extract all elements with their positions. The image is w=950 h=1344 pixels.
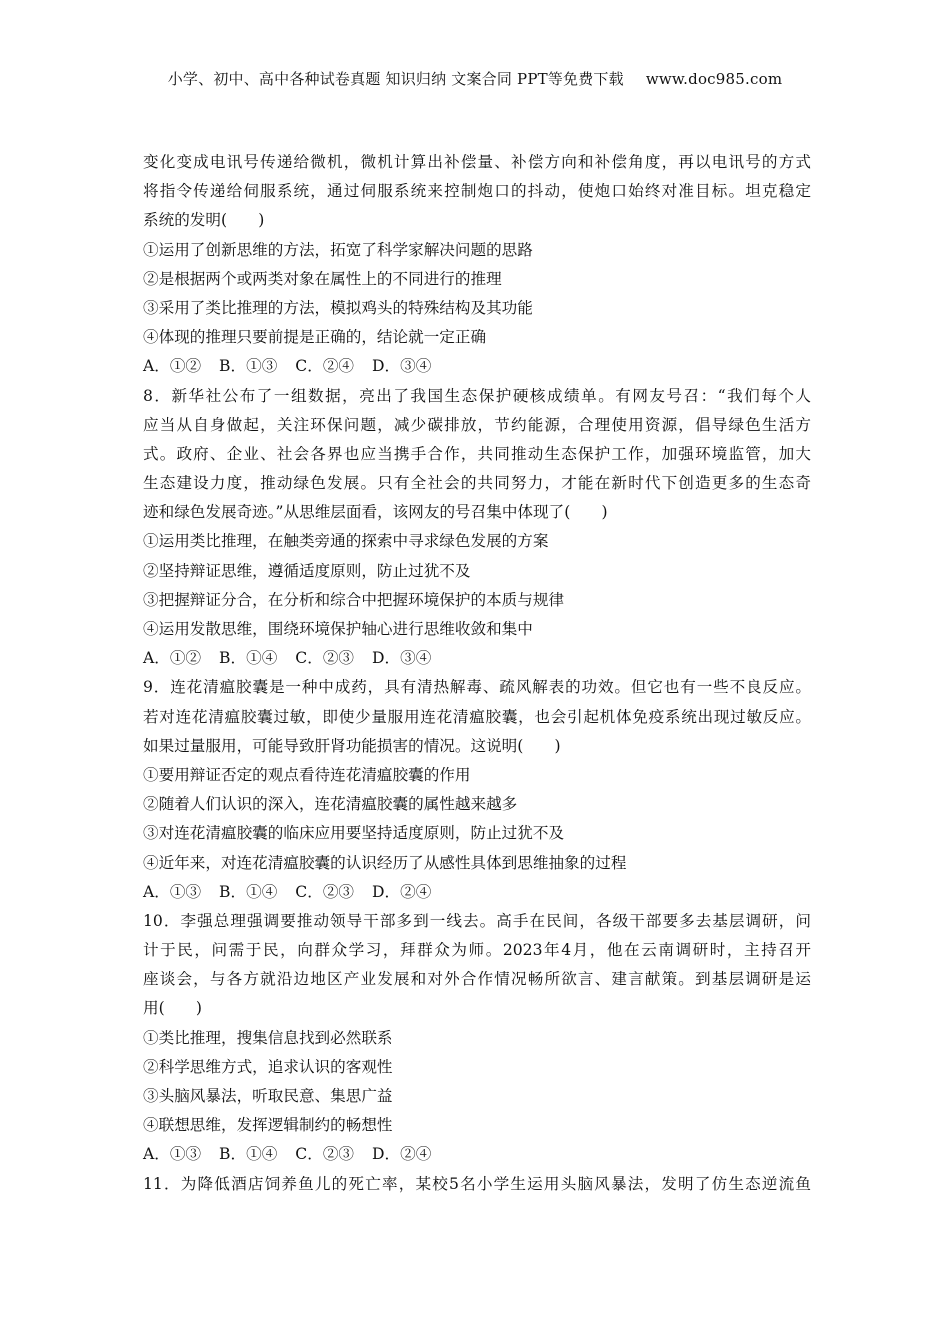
q8-option-d: D．③④ bbox=[372, 649, 432, 668]
question-10 bbox=[143, 907, 811, 1170]
q7-item-4: ④体现的推理只要前提是正确的，结论就一定正确 bbox=[143, 328, 487, 347]
q9-line-3: 如果过量服用，可能导致肝肾功能损害的情况。这说明( ) bbox=[143, 736, 561, 755]
q8-option-b: B．①④ bbox=[219, 649, 278, 668]
q10-line-3: 座谈会，与各方就沿边地区产业发展和对外合作情况畅所欲言、建言献策。到基层调研是运 bbox=[143, 970, 811, 989]
q10-line-4: 用( ) bbox=[143, 999, 202, 1018]
q7-line-1: 变化变成电讯号传递给微机，微机计算出补偿量、补偿方向和补偿角度，再以电讯号的方式 bbox=[143, 153, 811, 171]
q9-item-3: ③对连花清瘟胶囊的临床应用要坚持适度原则，防止过犹不及 bbox=[143, 824, 565, 843]
q10-options bbox=[143, 1140, 811, 1169]
q10-line-2: 计于民，问需于民，向群众学习，拜群众为师。2023年4月，他在云南调研时，主持召开 bbox=[143, 941, 811, 960]
question-7 bbox=[143, 148, 811, 382]
q10-item-2: ②科学思维方式，追求认识的客观性 bbox=[143, 1057, 393, 1076]
q8-item-3: ③把握辩证分合，在分析和综合中把握环境保护的本质与规律 bbox=[143, 590, 565, 609]
header-text: 小学、初中、高中各种试卷真题 知识归纳 文案合同 PPT等免费下载 bbox=[167, 70, 624, 88]
q8-option-c: C．②③ bbox=[295, 649, 355, 668]
q7-option-b: B．①③ bbox=[219, 357, 278, 376]
q9-line-2: 若对连花清瘟胶囊过敏，即使少量服用连花清瘟胶囊，也会引起机体免疫系统出现过敏反应。 bbox=[143, 707, 811, 726]
q9-option-b: B．①④ bbox=[219, 882, 278, 901]
q10-item-3: ③头脑风暴法，听取民意、集思广益 bbox=[143, 1087, 393, 1105]
q8-item-2: ②坚持辩证思维，遵循适度原则，防止过犹不及 bbox=[143, 561, 471, 580]
q8-item-4: ④运用发散思维，围绕环境保护轴心进行思维收敛和集中 bbox=[143, 620, 533, 638]
q7-option-c: C．②④ bbox=[295, 357, 355, 376]
q11-line-1: 11．为降低酒店饲养鱼儿的死亡率，某校5名小学生运用头脑风暴法，发明了仿生态逆流鱼 bbox=[143, 1174, 811, 1193]
q10-item-1: ①类比推理，搜集信息找到必然联系 bbox=[143, 1028, 393, 1047]
q10-option-a: A．①③ bbox=[143, 1145, 202, 1164]
q9-item-4: ④近年来，对连花清瘟胶囊的认识经历了从感性具体到思维抽象的过程 bbox=[143, 853, 627, 872]
q7-option-a: A．①② bbox=[143, 357, 202, 376]
q8-options bbox=[143, 644, 811, 673]
page-header bbox=[0, 68, 950, 89]
q8-line-4: 生态建设力度，推动绿色发展。只有全社会的共同努力，才能在新时代下创造更多的生态奇 bbox=[143, 474, 811, 493]
q7-line-3: 系统的发明( ) bbox=[143, 211, 265, 230]
q8-line-2: 应当从自身做起，关注环保问题，减少碳排放，节约能源，合理使用资源，倡导绿色生活方 bbox=[143, 415, 811, 434]
q9-line-1: 9．连花清瘟胶囊是一种中成药，具有清热解毒、疏风解表的功效。但它也有一些不良反应。 bbox=[143, 678, 811, 697]
q9-option-d: D．②④ bbox=[372, 882, 432, 901]
q8-line-5: 迹和绿色发展奇迹。”从思维层面看，该网友的号召集中体现了( ) bbox=[143, 503, 608, 522]
q10-item-4: ④联想思维，发挥逻辑制约的畅想性 bbox=[143, 1116, 393, 1135]
q7-option-d: D．③④ bbox=[372, 357, 432, 376]
q9-options bbox=[143, 878, 811, 907]
q8-line-3: 式。政府、企业、社会各界也应当携手合作，共同推动生态保护工作，加强环境监管，加大 bbox=[143, 444, 811, 463]
q7-item-2: ②是根据两个或两类对象在属性上的不同进行的推理 bbox=[143, 269, 502, 288]
q8-option-a: A．①② bbox=[143, 649, 202, 668]
q9-item-1: ①要用辩证否定的观点看待连花清瘟胶囊的作用 bbox=[143, 765, 471, 784]
q8-item-1: ①运用类比推理，在触类旁通的探索中寻求绿色发展的方案 bbox=[143, 532, 549, 551]
header-site: www.doc985.com bbox=[645, 70, 783, 88]
q10-option-c: C．②③ bbox=[295, 1145, 355, 1164]
q7-options bbox=[143, 352, 811, 381]
q8-line-1: 8．新华社公布了一组数据，亮出了我国生态保护硬核成绩单。有网友号召：“我们每个人 bbox=[143, 386, 811, 405]
document-body bbox=[143, 148, 811, 1199]
question-8 bbox=[143, 382, 811, 674]
question-11 bbox=[143, 1170, 811, 1199]
q10-option-d: D．②④ bbox=[372, 1145, 432, 1164]
q7-item-3: ③采用了类比推理的方法，模拟鸡头的特殊结构及其功能 bbox=[143, 298, 533, 317]
q10-option-b: B．①④ bbox=[219, 1145, 278, 1164]
q9-item-2: ②随着人们认识的深入，连花清瘟胶囊的属性越来越多 bbox=[143, 795, 518, 814]
question-9 bbox=[143, 673, 811, 907]
q9-option-a: A．①③ bbox=[143, 882, 202, 901]
q10-line-1: 10．李强总理强调要推动领导干部多到一线去。高手在民间，各级干部要多去基层调研，问 bbox=[143, 911, 811, 930]
q7-line-2: 将指令传递给伺服系统，通过伺服系统来控制炮口的抖动，使炮口始终对准目标。坦克稳定 bbox=[143, 182, 811, 201]
q9-option-c: C．②③ bbox=[295, 882, 355, 901]
q7-item-1: ①运用了创新思维的方法，拓宽了科学家解决问题的思路 bbox=[143, 240, 533, 259]
